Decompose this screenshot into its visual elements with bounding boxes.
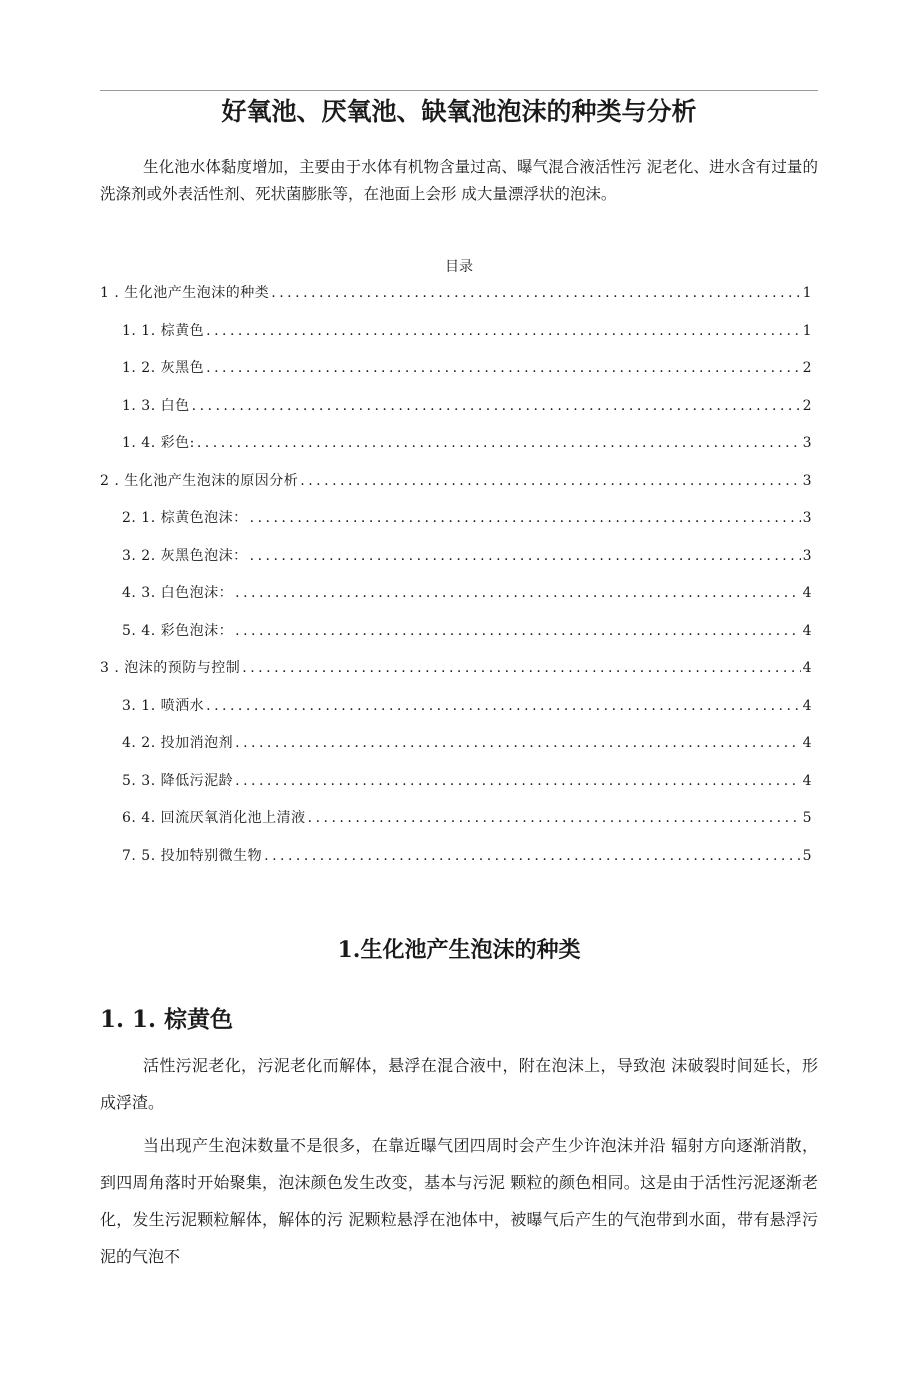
toc-entry-label: 7. 5. 投加特别微生物	[122, 847, 263, 864]
toc-page-number: 3	[802, 510, 812, 526]
toc-entry-label: 3. 1. 喷洒水	[122, 697, 205, 714]
toc-page-number: 3	[802, 472, 812, 489]
toc-leader-dots	[300, 468, 800, 494]
toc-entry-2-4[interactable]	[100, 618, 812, 656]
section-title-text: 生化池产生泡沫的种类	[360, 938, 581, 963]
toc-entry-2-1[interactable]	[100, 505, 812, 543]
document-title: 好氧池、厌氧池、缺氧池泡沫的种类与分析	[221, 97, 697, 126]
toc-entry-3-5[interactable]	[100, 843, 812, 881]
toc-leader-dots	[206, 693, 800, 719]
toc-page-number: 2	[802, 397, 812, 414]
toc-leader-dots	[206, 355, 800, 381]
body-paragraph-1: 活性污泥老化，污泥老化而解体，悬浮在混合液中，附在泡沫上，导致泡 沫破裂时间延长，形成浮渣。	[100, 1056, 818, 1112]
toc-page-number: 4	[802, 735, 812, 751]
toc-page-number: 4	[802, 585, 812, 601]
toc-entry-2-2[interactable]	[100, 543, 812, 581]
section-heading-1	[100, 930, 818, 971]
toc-heading: 目录	[445, 259, 473, 275]
toc-page-number: 1	[802, 285, 812, 301]
toc-leader-dots	[206, 318, 800, 344]
toc-entry-label: 6. 4. 回流厌氧消化池上清液	[122, 810, 306, 826]
table-of-contents	[100, 280, 812, 880]
toc-page-number: 5	[802, 847, 812, 864]
toc-entry-1-3[interactable]	[100, 393, 812, 431]
body-paragraph-2: 当出现产生泡沫数量不是很多，在靠近曝气团四周时会产生少许泡沫并沿 辐射方向逐渐消散，到四周角落时开始聚集，泡沫颜色发生改变，基本与污泥 颗粒的颜色相同。这是由于活性污泥逐渐老化，发生污泥颗粒解体，解体的污 泥颗粒悬浮在池体中，被曝气后产生的气泡带到水面，带有悬浮污泥的气泡不	[100, 1136, 818, 1266]
subsection-number: 1. 1.	[100, 1006, 165, 1033]
toc-entry-1-2[interactable]	[100, 355, 812, 393]
toc-page-number: 2	[802, 360, 812, 376]
toc-entry-2[interactable]	[100, 468, 812, 506]
toc-leader-dots	[242, 655, 800, 681]
toc-leader-dots	[308, 805, 801, 831]
toc-entry-label: 4. 3. 白色泡沫：	[122, 585, 234, 601]
toc-entry-3-4[interactable]	[100, 805, 812, 843]
toc-leader-dots	[235, 618, 800, 644]
toc-page-number: 1	[802, 322, 812, 339]
toc-entry-label: 4. 2. 投加消泡剂	[122, 735, 234, 751]
toc-entry-label: 3 . 泡沫的预防与控制	[100, 660, 241, 676]
toc-page-number: 5	[802, 810, 812, 826]
toc-entry-3[interactable]	[100, 655, 812, 693]
toc-entry-label: 2 . 生化池产生泡沫的原因分析	[100, 472, 299, 489]
toc-entry-label: 1. 3. 白色	[122, 397, 190, 414]
toc-page-number: 3	[802, 435, 812, 451]
toc-entry-label: 1. 4. 彩色:	[122, 435, 195, 451]
toc-leader-dots	[271, 280, 800, 306]
toc-entry-1-4[interactable]	[100, 430, 812, 468]
toc-leader-dots	[250, 505, 801, 531]
toc-entry-label: 3. 2. 灰黑色泡沫：	[122, 547, 248, 564]
toc-leader-dots	[197, 430, 801, 456]
toc-entry-label: 5. 4. 彩色泡沫：	[122, 622, 234, 639]
section-number: 1.	[337, 937, 361, 963]
toc-leader-dots	[235, 768, 800, 794]
subsection-heading-1-1	[100, 1000, 818, 1040]
toc-page-number: 4	[802, 660, 812, 676]
toc-leader-dots	[264, 843, 800, 869]
toc-entry-3-3[interactable]	[100, 768, 812, 806]
toc-leader-dots	[250, 543, 801, 569]
subsection-title-text: 棕黄色	[164, 1007, 234, 1033]
toc-entry-label: 2. 1. 棕黄色泡沫：	[122, 510, 248, 526]
toc-entry-3-2[interactable]	[100, 730, 812, 768]
toc-entry-2-3[interactable]	[100, 580, 812, 618]
toc-entry-label: 1 . 生化池产生泡沫的种类	[100, 285, 270, 301]
toc-page-number: 4	[802, 622, 812, 639]
header-rule	[100, 90, 818, 91]
toc-page-number: 4	[802, 697, 812, 714]
toc-leader-dots	[235, 730, 800, 756]
toc-page-number: 4	[802, 772, 812, 789]
toc-leader-dots	[235, 580, 800, 606]
toc-entry-label: 1. 2. 灰黑色	[122, 360, 205, 376]
toc-entry-1[interactable]	[100, 280, 812, 318]
toc-leader-dots	[192, 393, 801, 419]
toc-entry-3-1[interactable]	[100, 693, 812, 731]
toc-page-number: 3	[802, 547, 812, 564]
toc-entry-label: 5. 3. 降低污泥龄	[122, 772, 234, 789]
intro-paragraph: 生化池水体黏度增加，主要由于水体有机物含量过高、曝气混合液活性污 泥老化、进水含有过量的洗涤剂或外表活性剂、死状菌膨胀等，在池面上会形 成大量漂浮状的泡沫。	[100, 158, 818, 203]
toc-entry-1-1[interactable]	[100, 318, 812, 356]
toc-entry-label: 1. 1. 棕黄色	[122, 322, 205, 339]
